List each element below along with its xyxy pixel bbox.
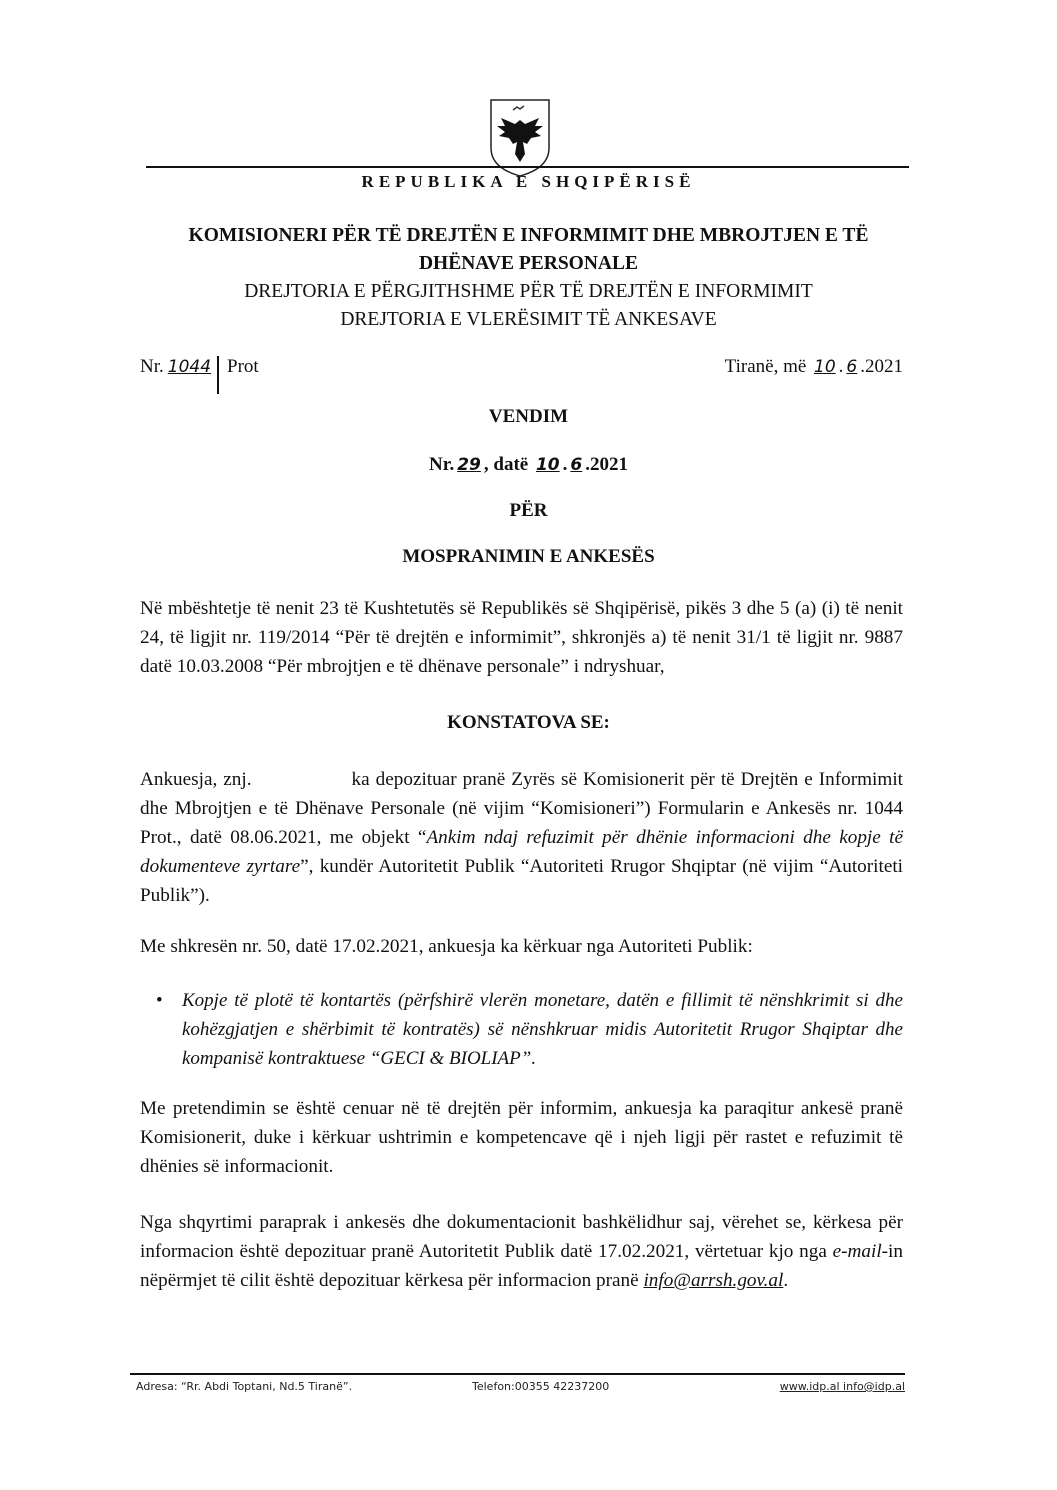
protocol-prot-label: Prot [227, 356, 259, 377]
decision-date-label: , datë [483, 454, 529, 475]
decision-number: Nr. 29 , datë 10 . 6 .2021 [429, 454, 628, 475]
p1-part-a: Ankuesja, znj. [140, 769, 252, 790]
date-year: .2021 [860, 356, 903, 377]
footer-phone: Telefon:00355 42237200 [472, 1380, 610, 1393]
protocol-separator [217, 356, 219, 394]
decision-nr-label: Nr. [429, 454, 455, 475]
date-month: 6 [846, 357, 858, 377]
legal-basis-paragraph: Në mbështetje të nenit 23 të Kushtetutës së Republikës së Shqipërisë, pikës 3 dhe 5 (a) (i) të nenit 24, të ligjit nr. 119/2014 “Për të drejtën e informimit”, shkronjës a) të nenit 31/1 të ligjit nr. 9887 datë 10.03.2008 “Për mbrojtjen e të dhënave personale” i ndryshuar, [140, 598, 903, 677]
decision-per: PËR [509, 500, 548, 521]
request-paragraph: Me shkresën nr. 50, datë 17.02.2021, ankuesja ka kërkuar nga Autoriteti Publik: [140, 936, 753, 957]
p1-part-b: ka depozituar pranë Zyrës së Komisionerit për të Drejtën e Informimit dhe Mbrojtjen e të Dhënave Personale (në vijim “Komisioneri”) Formularin e Ankesës nr. 1044 Prot., datë 08.06.2021, me objekt “ [140, 769, 903, 848]
request-list [150, 986, 903, 1073]
decision-date-day: 10 [535, 455, 560, 475]
p1-object: Ankim ndaj refuzimit për dhënie informacioni dhe kopje të dokumenteve zyrtare [140, 827, 903, 877]
footer-address: Adresa: “Rr. Abdi Toptani, Nd.5 Tiranë”. [136, 1380, 353, 1393]
decision-nr-value: 29 [457, 455, 481, 475]
decision-title: VENDIM [488, 406, 569, 427]
directorates [130, 278, 927, 334]
protocol-number [140, 356, 259, 394]
institution-name [130, 222, 927, 278]
decision-date-month: 6 [570, 455, 583, 475]
institution-line-2: DHËNAVE PERSONALE [418, 253, 639, 274]
footer-web-link[interactable]: www.idp.al info@idp.al [779, 1380, 905, 1393]
p4-part-a: Nga shqyrtimi paraprak i ankesës dhe dokumentacionit bashkëlidhur saj, vërehet se, kërkesa për informacion është depozituar pranë Autoritetit Publik datë 17.02.2021, vërtetuar kjo nga [140, 1212, 903, 1262]
date-day: 10 [814, 357, 836, 377]
findings-heading: KONSTATOVA SE: [447, 712, 610, 733]
institution-line-1: KOMISIONERI PËR TË DREJTËN E INFORMIMIT DHE MBROJTJEN E TË [188, 225, 869, 246]
decision-subject: MOSPRANIMIN E ANKESËS [402, 546, 655, 567]
claim-paragraph: Me pretendimin se është cenuar në të drejtën për informim, ankuesja ka paraqitur ankesë pranë Komisionerit, duke i kërkuar ushtrimin e kompetencave që i njeh ligji për rastet e refuzimit të dhënies së informacionit. [140, 1098, 903, 1177]
p4-part-c: . [783, 1270, 789, 1291]
header-rule [146, 166, 909, 168]
directorate-general: DREJTORIA E PËRGJITHSHME PËR TË DREJTËN E INFORMIMIT [244, 281, 813, 302]
p4-email-word: e-mail [832, 1241, 882, 1262]
directorate-complaints: DREJTORIA E VLERËSIMIT TË ANKESAVE [340, 309, 717, 330]
p1-part-c: ”, kundër Autoritetit Publik “Autoriteti Rrugor Shqiptar (në vijim “Autoriteti Publik”). [140, 856, 903, 906]
country-name: REPUBLIKA E SHQIPËRISË [361, 172, 696, 191]
decision-date-year: .2021 [585, 454, 628, 475]
protocol-nr-value: 1044 [167, 357, 212, 377]
complaint-paragraph [140, 765, 903, 910]
email-link[interactable]: info@arrsh.gov.al [643, 1270, 784, 1291]
p4-part-b: -in nëpërmjet të cilit është depozituar kërkesa për informacion pranë [140, 1241, 903, 1291]
review-paragraph [140, 1208, 903, 1295]
protocol-nr-label: Nr. [140, 356, 164, 377]
place-label: Tiranë, më [724, 356, 807, 377]
list-item: • Kopje të plotë të kontartës (përfshirë vlerën monetare, datën e fillimit të nënshkrimit si dhe kohëzgjatjen e shërbimit të kontratës) së nënshkruar midis Autoritetit Rrugor Shqiptar dhe kompanisë kontraktuese “GECI & BIOLIAP”. [150, 986, 903, 1073]
footer-rule [130, 1373, 905, 1375]
protocol-date: Tiranë, më 10 . 6 .2021 [724, 356, 903, 377]
